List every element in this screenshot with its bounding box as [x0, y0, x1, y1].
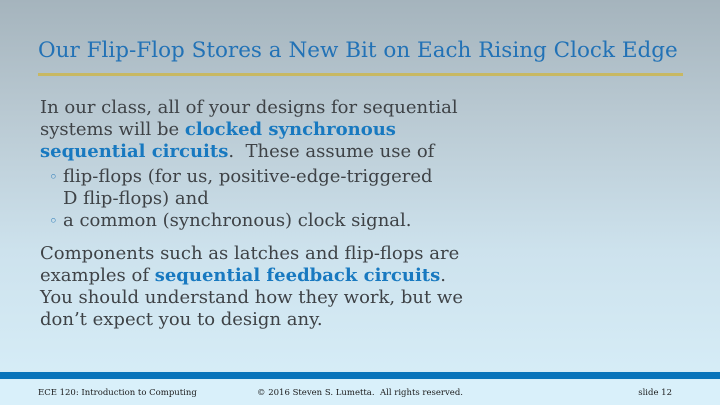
emphasis-term: sequential circuits [40, 141, 229, 162]
bullet-text [63, 210, 412, 232]
paragraph-intro [40, 97, 560, 163]
footer-page-number: slide 12 [638, 388, 672, 398]
bullet-item [49, 166, 560, 210]
emphasis-term: clocked synchronous [184, 119, 396, 140]
text-run: D flip-flops) and [63, 188, 209, 209]
text-run: . These assume use of [228, 141, 435, 162]
text-line [40, 97, 560, 119]
text-run: flip-flops (for us, positive-edge-triggered [63, 166, 433, 187]
text-line [63, 210, 412, 232]
slide-title: Our Flip-Flop Stores a New Bit on Each Rising Clock Edge [38, 38, 678, 63]
text-line [63, 188, 433, 210]
bullet-marker-icon: ◦ [49, 168, 58, 186]
text-run: Components such as latches and flip-flops are [40, 243, 460, 264]
footer-divider-bar [0, 372, 720, 379]
slide-body [40, 97, 560, 331]
text-line [40, 265, 560, 287]
footer-copyright: © 2016 Steven S. Lumetta. All rights reserved. [257, 388, 463, 398]
text-line [40, 141, 560, 163]
bullet-item [49, 210, 560, 232]
footer-course-label: ECE 120: Introduction to Computing [38, 388, 197, 398]
title-underline-rule [38, 73, 683, 76]
text-run: You should understand how they work, but we [40, 287, 463, 308]
text-run: In our class, all of your designs for sequential [40, 97, 458, 118]
text-run: systems will be [40, 119, 185, 140]
emphasis-term: sequential feedback circuits [154, 265, 441, 286]
text-line [40, 309, 560, 331]
text-run: . [440, 265, 446, 286]
paragraph-components [40, 243, 560, 331]
bullet-list [49, 166, 560, 232]
text-run: a common (synchronous) clock signal. [63, 210, 412, 231]
text-line [40, 243, 560, 265]
text-run: examples of [40, 265, 155, 286]
text-line [63, 166, 433, 188]
text-line [40, 287, 560, 309]
bullet-text [63, 166, 433, 210]
text-run: don’t expect you to design any. [40, 309, 323, 330]
bullet-marker-icon: ◦ [49, 212, 58, 230]
text-line [40, 119, 560, 141]
